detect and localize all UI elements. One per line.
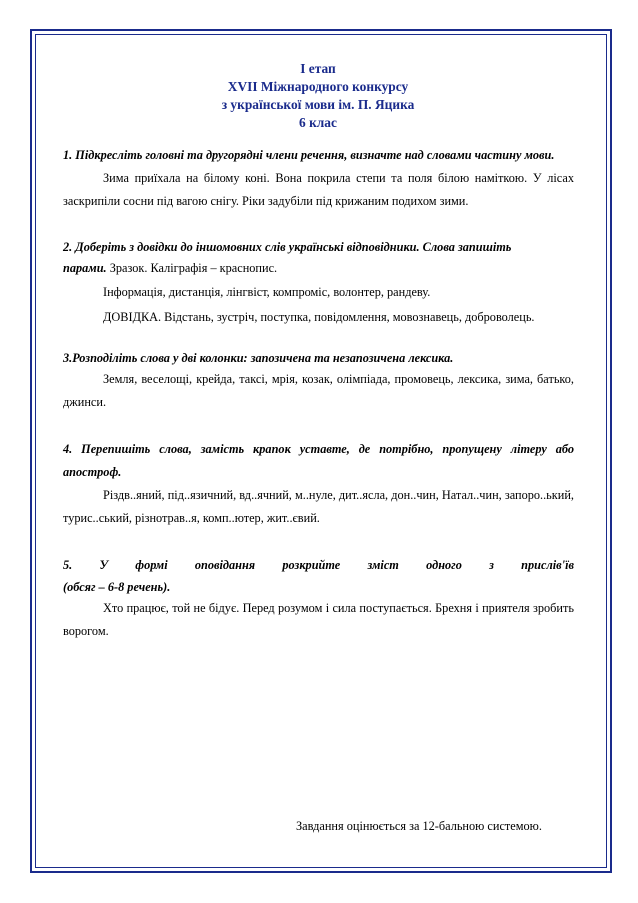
task-1-text: Зима приїхала на білому коні. Вона покрила степи та поля білою наміткою. У лісах заскрипіли сосни під вагою снігу. Ріки задубіли під крижаним подихом зими. xyxy=(63,171,574,208)
header-stage: І етап xyxy=(300,61,336,76)
task-4-text: Різдв..яний, під..язичний, вд..ячний, м..нуле, дит..ясла, дон..чин, Натал..чин, запоро..ький, турис..ський, різнотрав..я, комп..ютер, жит..євий. xyxy=(63,488,574,525)
task-4-title: 4. Перепишіть слова, замість крапок уставте, де потрібно, пропущену літеру або апостроф. xyxy=(63,442,574,479)
task-2-reference: ДОВІДКА. Відстань, зустріч, поступка, повідомлення, мовознавець, доброволець. xyxy=(103,310,535,324)
task-2-title-row xyxy=(63,257,574,280)
task-2 xyxy=(63,237,574,330)
task-3-title: 3.Розподіліть слова у дві колонки: запозичена та незапозичена лексика. xyxy=(63,351,454,365)
task-3-text: Земля, веселощі, крейда, таксі, мрія, козак, олімпіада, промовець, лексика, зима, батько, джинси. xyxy=(63,372,574,409)
task-4 xyxy=(63,438,574,530)
header-contest: XVІІ Міжнародного конкурсу xyxy=(227,79,409,94)
document-page xyxy=(63,60,574,643)
task-5-title-line2: (обсяг – 6-8 речень). xyxy=(63,580,171,594)
task-2-words: Інформація, дистанція, лінгвіст, компроміс, волонтер, рандеву. xyxy=(103,285,431,299)
task-5 xyxy=(63,554,574,643)
task-2-sample: Зразок. Каліграфія – краснопис. xyxy=(106,261,278,275)
header-language: з української мови ім. П. Яцика xyxy=(221,97,415,112)
task-2-title-line1: 2. Доберіть з довідки до іншомовних слів українські відповідники. Слова запишіть xyxy=(63,240,512,254)
task-1-title: 1. Підкресліть головні та другорядні члени речення, визначте над словами частину мови. xyxy=(63,148,555,162)
document-header xyxy=(173,60,463,132)
task-2-title-line2: парами. xyxy=(63,261,107,275)
task-1 xyxy=(63,144,574,213)
grading-note: Завдання оцінюється за 12-бальною системою. xyxy=(296,819,542,833)
task-5-text: Хто працює, той не бідує. Перед розумом і сила поступається. Брехня і приятеля зробить ворогом. xyxy=(63,601,574,638)
task-3 xyxy=(63,348,574,414)
task-5-title-line1: 5. У формі оповідання розкрийте зміст одного з прислів'їв xyxy=(63,558,574,572)
header-grade: 6 клас xyxy=(299,115,337,130)
